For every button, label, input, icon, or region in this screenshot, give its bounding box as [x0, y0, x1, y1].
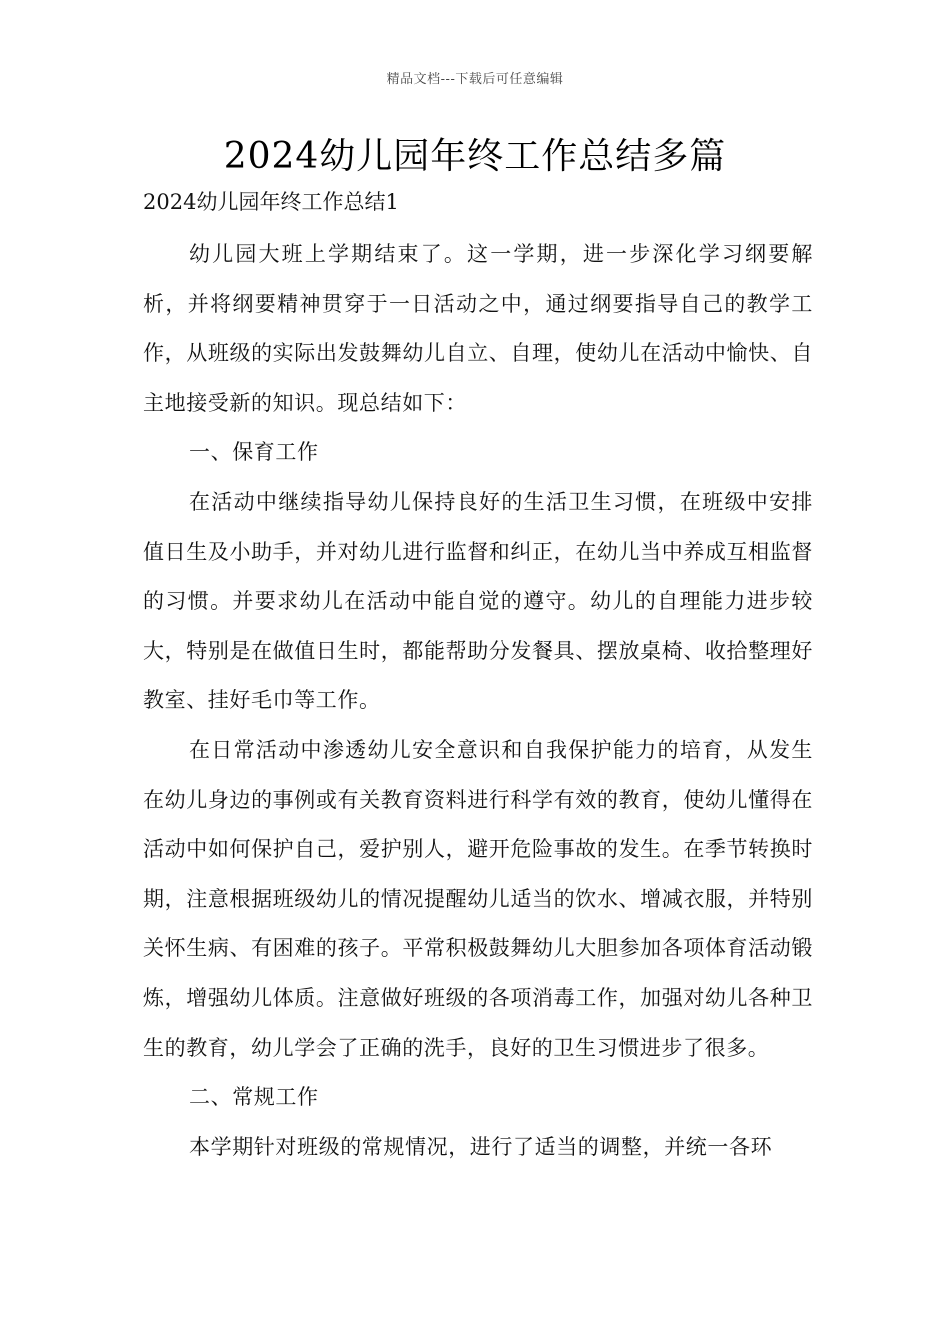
section-heading-care: 一、保育工作 — [189, 440, 319, 465]
document-title: 2024幼儿园年终工作总结多篇 — [223, 136, 727, 177]
paragraph-routine: 本学期针对班级的常规情况，进行了适当的调整，并统一各环 — [189, 1134, 773, 1159]
document-body — [143, 230, 813, 1172]
paragraph-care-safety: 在日常活动中渗透幼儿安全意识和自我保护能力的培育，从发生在幼儿身边的事例或有关教育资料进行科学有效的教育，使幼儿懂得在活动中如何保护自己，爱护别人，避开危险事故的发生。在季节转换时期，注意根据班级幼儿的情况提醒幼儿适当的饮水、增减衣服，并特别关怀生病、有困难的孩子。平常积极鼓舞幼儿大胆参加各项体育活动锻炼，增强幼儿体质。注意做好班级的各项消毒工作，加强对幼儿各种卫生的教育，幼儿学会了正确的洗手，良好的卫生习惯进步了很多。 — [143, 737, 813, 1060]
paragraph-care-habits: 在活动中继续指导幼儿保持良好的生活卫生习惯，在班级中安排值日生及小助手，并对幼儿进行监督和纠正，在幼儿当中养成互相监督的习惯。并要求幼儿在活动中能自觉的遵守。幼儿的自理能力进步较大，特别是在做值日生时，都能帮助分发餐具、摆放桌椅、收拾整理好教室、挂好毛巾等工作。 — [143, 489, 813, 713]
section-subtitle: 2024幼儿园年终工作总结1 — [143, 190, 399, 214]
section-heading-routine: 二、常规工作 — [189, 1085, 319, 1110]
page-header-watermark: 精品文档---下载后可任意编辑 — [386, 72, 564, 87]
paragraph-intro: 幼儿园大班上学期结束了。这一学期，进一步深化学习纲要解析，并将纲要精神贯穿于一日活动之中，通过纲要指导自己的教学工作，从班级的实际出发鼓舞幼儿自立、自理，使幼儿在活动中愉快、自主地接受新的知识。现总结如下： — [143, 242, 813, 415]
